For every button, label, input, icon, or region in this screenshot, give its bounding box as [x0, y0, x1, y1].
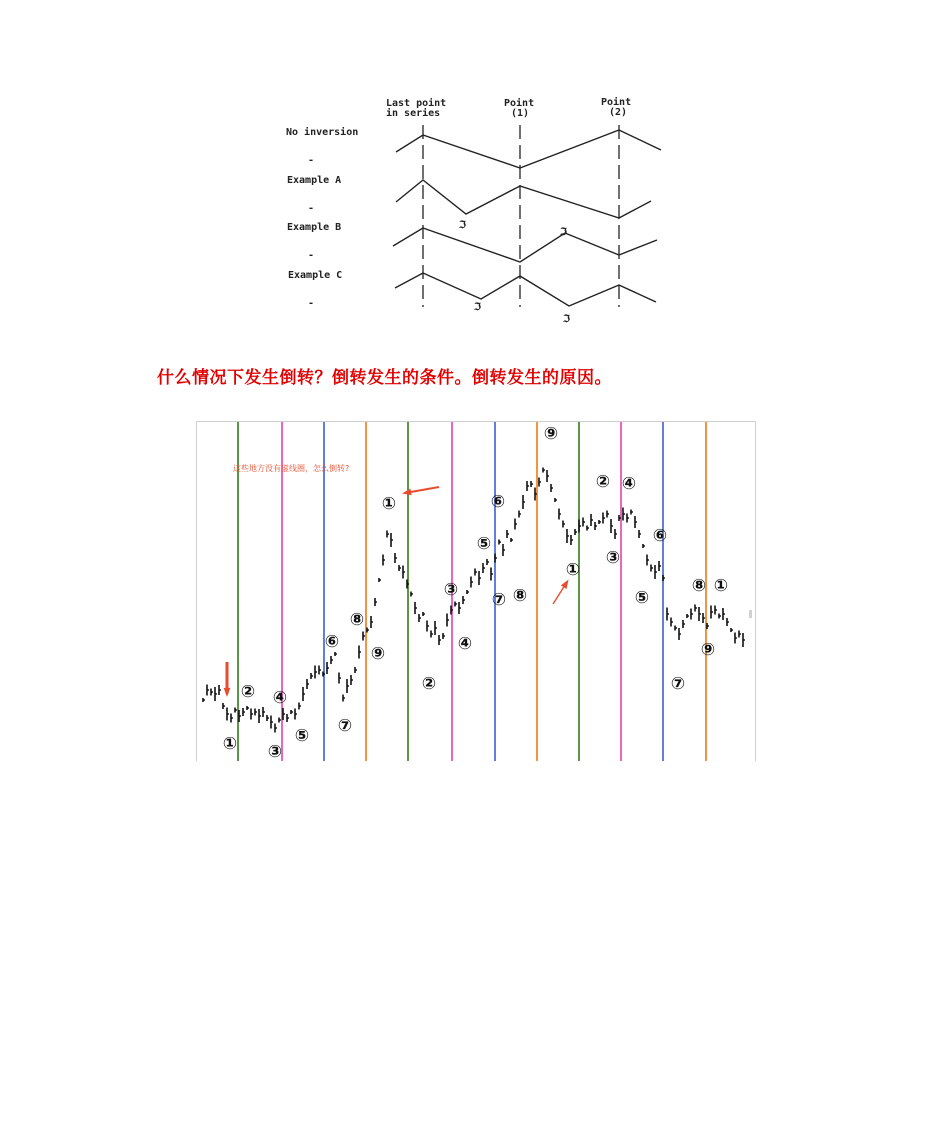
inversion-mark-b: ℑ	[560, 227, 567, 238]
row-dash: -	[308, 155, 315, 166]
col-header-point-2: Point	[601, 97, 632, 108]
scroll-handle	[749, 610, 752, 618]
series-example-b	[393, 228, 657, 262]
wave-label: ⑦	[491, 590, 507, 610]
wave-label: ⑥	[324, 632, 340, 652]
wave-label: ①	[565, 560, 581, 580]
wave-label: ②	[595, 472, 611, 492]
wave-label: ⑦	[670, 674, 686, 694]
inversion-mark-a: ℑ	[459, 220, 466, 231]
wave-label: ⑨	[700, 640, 716, 660]
col-header-last-point: Last point	[386, 98, 447, 109]
row-dash: -	[308, 203, 315, 214]
column-dash-lines	[423, 125, 619, 307]
wave-label: ⑤	[476, 534, 492, 554]
wave-label: ③	[443, 580, 459, 600]
arrow-head	[402, 489, 412, 496]
col-header-point-2-num: (2)	[609, 107, 628, 118]
series-example-c	[395, 273, 656, 306]
inversion-diagram	[270, 85, 690, 330]
wave-label: ⑧	[691, 576, 707, 596]
row-label-example-b: Example B	[287, 222, 342, 233]
wave-label: ①	[222, 734, 238, 754]
wave-label: ⑥	[652, 526, 668, 546]
wave-label: ②	[240, 682, 256, 702]
wave-label: ③	[605, 548, 621, 568]
wave-label: ⑥	[490, 492, 506, 512]
wave-label: ④	[457, 634, 473, 654]
circled-labels	[223, 424, 728, 761]
wave-label: ⑨	[543, 424, 559, 444]
inversion-mark-c2: ℑ	[563, 314, 570, 325]
arrow-head	[224, 688, 231, 697]
row-dash: -	[308, 298, 315, 309]
wave-label: ⑧	[349, 610, 365, 630]
row-dash: -	[308, 250, 315, 261]
wave-label: ⑨	[370, 644, 386, 664]
wave-label: ⑤	[634, 588, 650, 608]
chart-note: 这些地方没有虚线圈，怎么倒转?	[233, 464, 350, 473]
wave-label: ⑧	[512, 586, 528, 606]
arrow-head	[561, 579, 569, 589]
row-label-no-inversion: No inversion	[286, 127, 359, 138]
series-example-a	[396, 180, 651, 218]
row-label-example-a: Example A	[287, 175, 342, 186]
wave-label: ②	[421, 674, 437, 694]
col-header-point-1: Point	[504, 98, 535, 109]
wave-label: ⑤	[294, 726, 310, 746]
inversion-mark-c1: ℑ	[474, 302, 481, 313]
wave-label: ③	[267, 742, 283, 761]
wave-label: ①	[713, 576, 729, 596]
wave-label: ④	[621, 474, 637, 494]
wave-label: ①	[381, 494, 397, 514]
series-no-inversion	[396, 130, 661, 168]
col-header-in-series: in series	[386, 108, 441, 119]
wave-chart	[196, 421, 756, 761]
wave-label: ⑦	[337, 716, 353, 736]
row-label-example-c: Example C	[288, 270, 343, 281]
col-header-point-1-num: (1)	[511, 108, 530, 119]
section-heading: 什么情况下发生倒转？倒转发生的条件。倒转发生的原因。	[157, 368, 612, 388]
wave-label: ④	[272, 688, 288, 708]
